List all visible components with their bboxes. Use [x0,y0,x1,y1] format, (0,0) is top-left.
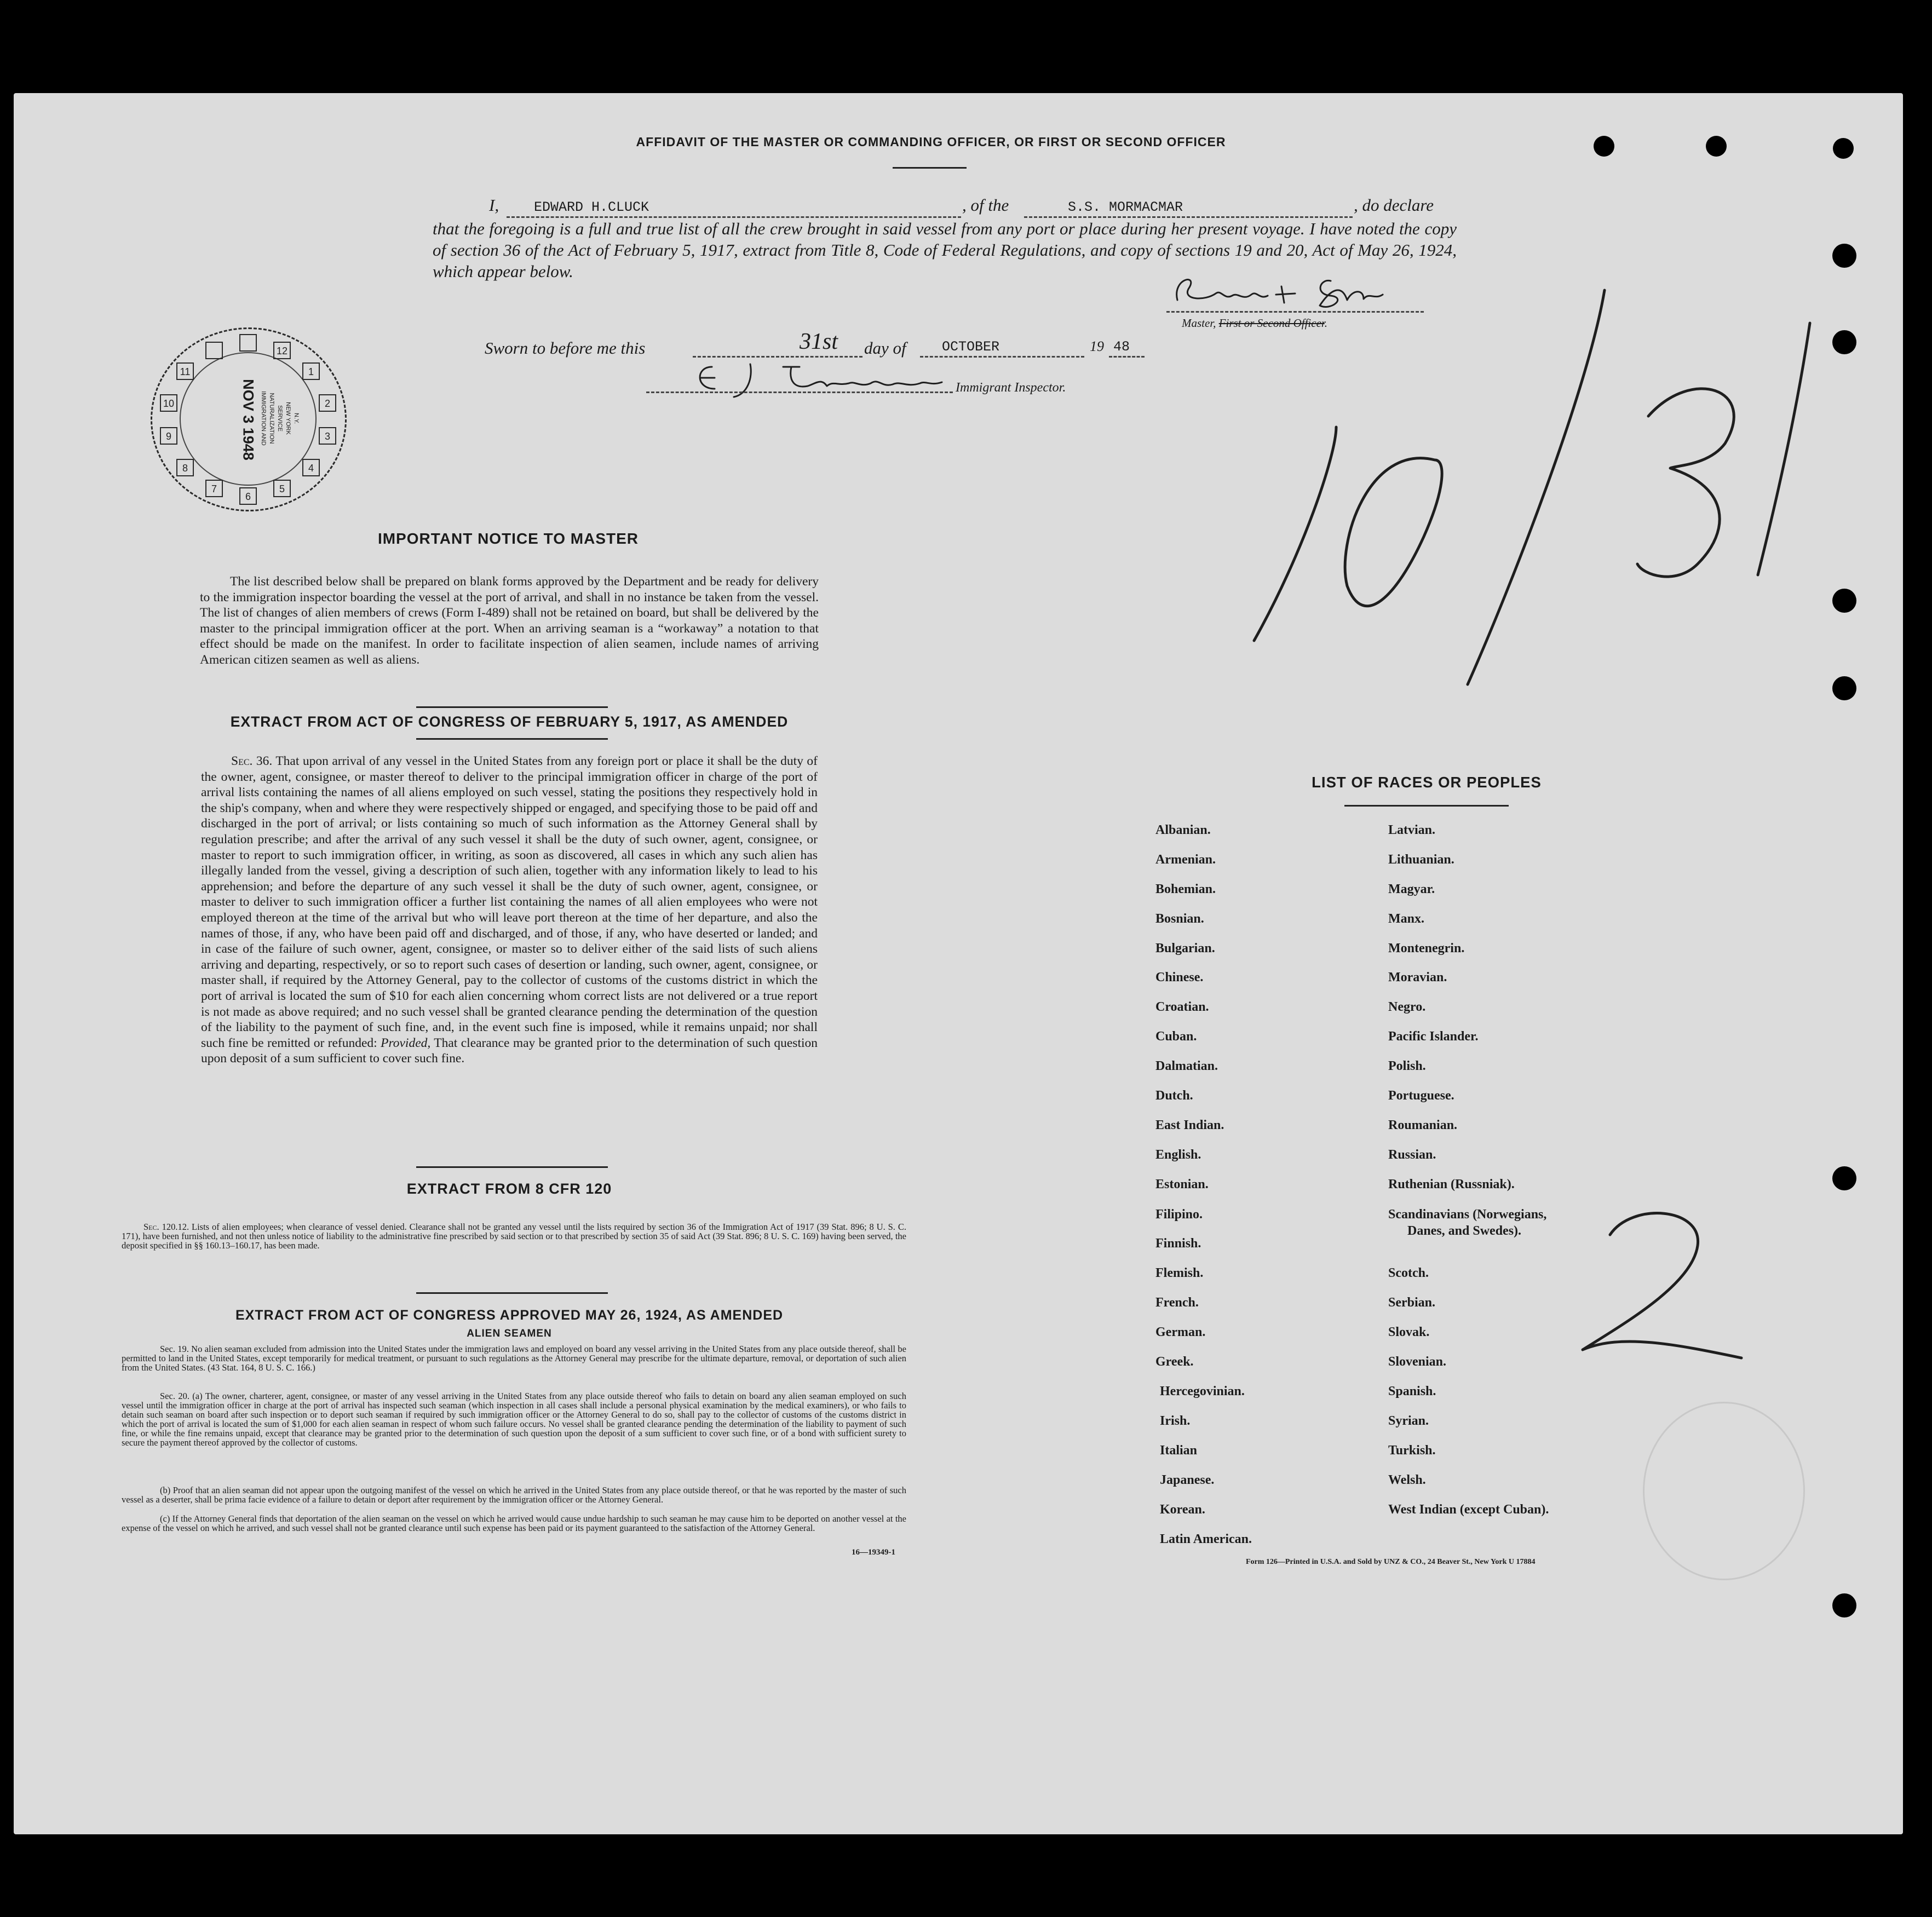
stamp-ring-number: 9 [165,431,172,442]
race-item: Filipino. [1155,1207,1203,1222]
sworn-day: 31st [800,329,838,354]
stamp-line2: NATURALIZATION [268,393,275,444]
extract-1917-title: EXTRACT FROM ACT OF CONGRESS OF FEBRUARY 5, 1917, AS AMENDED [230,713,789,730]
race-item: Hercegovinian. [1160,1384,1245,1398]
notice-title: IMPORTANT NOTICE TO MASTER [377,530,639,547]
race-item: Flemish. [1155,1266,1204,1280]
race-item: Moravian. [1388,970,1447,985]
race-item: German. [1155,1325,1206,1339]
vessel-name: S.S. MORMACMAR [1068,199,1183,215]
race-item: Dutch. [1155,1089,1193,1103]
divider-1917-bottom [416,738,608,740]
race-item: Polish. [1388,1059,1426,1073]
stamp-ring-number: 11 [180,366,191,377]
punch-hole [1833,138,1854,159]
race-item: Slovenian. [1388,1355,1447,1369]
race-item: East Indian. [1155,1118,1224,1132]
master-caption-struck: First or Second Officer [1218,316,1325,330]
race-item: Bosnian. [1155,912,1204,926]
race-item: Dalmatian. [1155,1059,1218,1073]
day-of-label: day of [864,338,906,358]
extract-1924-title: EXTRACT FROM ACT OF CONGRESS APPROVED MAY 26, 1924, AS AMENDED [235,1308,784,1323]
punch-hole [1832,1593,1856,1617]
year-field [1109,334,1145,358]
affidavit-title-rule [893,167,967,169]
officer-name: EDWARD H.CLUCK [534,199,649,215]
stamp-ring-number: 5 [279,483,285,494]
punch-hole [1832,676,1856,700]
stamp-ring-number: 2 [324,398,331,409]
extract-1924-subtitle: ALIEN SEAMEN [467,1328,552,1339]
divider-cfr-top [416,1166,608,1168]
stamp-ring-number: 1 [308,366,314,377]
extract-1917-body: That upon arrival of any vessel in the United States from any foreign port or place it shall be the duty of the owner, agent, consignee, or master thereof to deliver to the principal immigration officer in charge of the port of arrival lists containing the names of all aliens employed on such vessel, stating the positions they respectively hold in the ship's company, when and where they were respectively shipped or engaged, and specifying those to be paid off and discharged in the port of arrival; or lists containing so much of such information as the Attorney General shall by regulation prescribe; and after the arrival of any such vessel it shall be the duty of such owner, agent, consignee, or master to report to such immigration officer, in writing, as soon as discovered, all cases in which any such alien has illegally landed from the vessel, giving a description of such alien, together with any information likely to lead to his apprehension; and before the departure of any such vessel it shall be the duty of such owner, agent, consignee, or master to deliver to such immigration officer a further list containing the names of all alien employees who were not employed thereon at the time of the arrival but who will leave port thereon at the time of her departure, and also the names of those, if any, who have been paid off and discharged, and of those, if any, who have deserted or landed; and in case of the failure of such owner, agent, consignee, or master so to deliver either of the said lists of such aliens arriving and departing, respectively, or so to report such cases of desertion or landing, such owner, agent, consignee, or master shall, if required by the Attorney General, pay to the collector of customs of the customs district in which the port of arrival is located the sum of $10 for each alien concerning whom correct lists are not delivered or a true report is not made as above required; and no such vessel shall be granted clearance pending the determination of the question of the liability to the payment of such fine, and, in the event such fine is imposed, while it remains unpaid; nor shall such fine be remitted or refunded: [201,754,818,1050]
race-item: Scotch. [1388,1266,1429,1280]
race-item: Roumanian. [1388,1118,1458,1132]
notice-text: The list described below shall be prepared on blank forms approved by the Department and be ready for delivery to the immigration inspector boarding the vessel at the port of arrival, and shall in no instance be taken from the vessel. The list of changes of alien members of crews (Form I-489) shall not be retained on board, but shall be delivered by the master to the principal immigration officer at the port. When an arriving seaman is a “workaway” a notation to that effect should be made on the manifest. In order to facilitate inspection of alien seamen, include names of arriving American citizen seamen as well as aliens. [200,574,819,667]
race-item: Armenian. [1155,853,1216,867]
master-caption-suffix: . [1324,316,1327,330]
handwritten-date [1205,279,1840,695]
sworn-day-field [693,329,863,358]
race-item: Danes, and Swedes). [1407,1224,1522,1238]
race-item: Italian [1160,1443,1198,1458]
extract-1917-sec-label: Sec. 36. [231,754,273,768]
race-item: English. [1155,1148,1201,1162]
stamp-ring-marks [152,329,345,510]
extract-1917-provided: Provided, [381,1035,431,1050]
punch-hole [1832,330,1856,354]
affidavit-title: AFFIDAVIT OF THE MASTER OR COMMANDING OFFICER, OR FIRST OR SECOND OFFICER [636,135,1226,149]
handwritten-page-number [1561,1202,1758,1366]
extract-cfr-title: EXTRACT FROM 8 CFR 120 [406,1181,612,1197]
sworn-label: Sworn to before me this [485,338,646,358]
stamp-ring-number: 8 [182,463,188,474]
race-item: Japanese. [1160,1473,1215,1487]
extract-1924-sec20c: (c) If the Attorney General finds that deportation of the alien seaman on the vessel on which he arrived would cause undue hardship to such seaman he may cause him to be deported on another vessel at the expense of the vessel on which he arrived, and such vessel shall not be granted clearance until such expense has been paid or its payment guaranteed to the satisfaction of the Attorney General. [122,1513,906,1533]
race-item: Ruthenian (Russniak). [1388,1177,1515,1191]
punch-hole [1594,136,1614,157]
race-item: Bulgarian. [1155,941,1215,955]
stamp-ring-number: 10 [163,398,175,409]
stamp-ring-number: 6 [245,491,251,502]
race-item: Syrian. [1388,1414,1429,1428]
stamp-date: NOV 3 1948 [240,379,257,460]
year-prefix: 19 [1090,338,1104,354]
immigration-date-stamp [151,327,347,511]
race-item: Estonian. [1155,1177,1209,1191]
inspector-signature-line [646,372,953,393]
race-item: French. [1155,1296,1199,1310]
officer-name-field [507,194,961,218]
race-item: Korean. [1160,1502,1205,1517]
races-title-rule [1344,805,1509,807]
stamp-line4: NEW YORK [285,402,291,435]
race-item: Portuguese. [1388,1089,1454,1103]
race-item: Pacific Islander. [1388,1029,1479,1044]
race-item: Greek. [1155,1355,1194,1369]
extract-1924-sec19: Sec. 19. No alien seaman excluded from admission into the United States under the immigration laws and employed on board any vessel arriving in the United States from any place outside thereof, shall be permitted to land in the United States, except temporarily for medical treatment, or pursuant to such regulations as the Attorney General may prescribe for the ultimate departure, removal, or deportation of such alien from the United States. (43 Stat. 164, 8 U. S. C. 166.) [122,1344,906,1373]
of-the-label: , of the [962,195,1009,215]
race-item: West Indian (except Cuban). [1388,1502,1549,1517]
i-label: I, [489,195,499,215]
extract-1917-text [201,753,818,1067]
punch-hole [1832,244,1856,268]
race-item: Croatian. [1155,1000,1209,1014]
stamp-line1: IMMIGRATION AND [260,391,267,446]
vessel-name-field [1024,194,1353,218]
extract-1917-end: That clearance may be granted prior to the determination of such question upon deposit of a sum sufficient to cover such fine. [201,1035,818,1066]
race-item: Serbian. [1388,1296,1436,1310]
do-declare-label: , do declare [1354,195,1434,215]
race-item: Finnish. [1155,1236,1201,1251]
inspector-caption: Immigrant Inspector. [956,381,1066,395]
punch-hole [1832,589,1856,613]
race-item: Irish. [1160,1414,1191,1428]
sworn-month-field [920,334,1084,358]
races-title: LIST OF RACES OR PEOPLES [1312,774,1542,791]
form-code: 16—19349-1 [852,1548,895,1557]
race-item: Latin American. [1160,1532,1252,1546]
race-item: Scandinavians (Norwegians, [1388,1207,1547,1222]
extract-cfr-text [122,1222,906,1250]
stamp-ring-number: 4 [308,463,314,474]
race-item: Montenegrin. [1388,941,1465,955]
race-item: Negro. [1388,1000,1426,1014]
race-item: Manx. [1388,912,1424,926]
master-caption-prefix: Master, [1182,316,1219,330]
divider-1924-top [416,1292,608,1294]
stamp-line5: N.Y. [293,413,300,424]
affidavit-text: that the foregoing is a full and true list of all the crew brought in said vessel from any port or place during her present voyage. I have noted the copy of section 36 of the Act of February 5, 1917, extract from Title 8, Code of Federal Regulations, and copy of sections 19 and 20, Act of May 26, 1924, which appear below. [433,219,1457,281]
punch-hole [1832,1166,1856,1190]
stamp-ring-number: 12 [276,346,288,356]
race-item: Cuban. [1155,1029,1197,1044]
race-item: Latvian. [1388,823,1436,837]
stamp-line3: SERVICE [277,405,283,432]
race-item: Albanian. [1155,823,1211,837]
race-item: Spanish. [1388,1384,1436,1398]
embossed-seal [1643,1402,1805,1580]
race-item: Chinese. [1155,970,1204,985]
punch-hole [1706,136,1727,157]
extract-1924-sec20b: (b) Proof that an alien seaman did not appear upon the outgoing manifest of the vessel on which he arrived in the United States from any place outside thereof, or that he was reported by the master of such vessel as a deserter, shall be prima facie evidence of a failure to detain or deport after requirement by the immigration officer or the Attorney General. [122,1485,906,1505]
year-suffix: 48 [1113,339,1130,355]
extract-cfr-body: Lists of alien employees; when clearance of vessel denied. Clearance shall not be granted any vessel until the lists required by section 36 of the Immigration Act of 1917 (39 Stat. 896; 8 U. S. C. 171), have been furnished, and not then unless notice of liability to the administrative fine prescribed by said section or to that prescribed by section 35 of said Act (39 Stat. 896; 8 U. S. C. 169) having been served, the deposit specified in §§ 160.13–160.17, has been made. [122,1222,906,1251]
race-item: Lithuanian. [1388,853,1454,867]
race-item: Welsh. [1388,1473,1426,1487]
race-item: Magyar. [1388,882,1435,896]
race-item: Turkish. [1388,1443,1436,1458]
form-printer-note: Form 126—Printed in U.S.A. and Sold by UNZ & CO., 24 Beaver St., New York U 17884 [1246,1558,1536,1566]
sworn-month: OCTOBER [942,339,1000,355]
stamp-ring-number: 7 [211,483,217,494]
divider-1917-top [416,706,608,708]
race-item: Russian. [1388,1148,1436,1162]
extract-1924-sec20a: Sec. 20. (a) The owner, charterer, agent, consignee, or master of any vessel arriving in the United States from any place outside thereof who fails to detain on board any alien seaman employed on such vessel until the immigration officer in charge at the port of arrival has inspected such seaman (which inspection in all cases shall include a personal physical examination by the medical examiners), or who fails to detain such seaman on board after such inspection or to deport such seaman if required by such immigration officer or the Attorney General to do so, shall pay to the collector of customs of the customs district in which the port of arrival is located the sum of $1,000 for each alien seaman in respect of whom such failure occurs. No vessel shall be granted clearance pending the determination of the liability to payment of such fine, or while the fine remains unpaid, except that clearance may be granted prior to the determination of such question upon the deposit of a sum sufficient to cover such fine, or of a bond with sufficient surety to secure the payment thereof approved by the collector of customs. [122,1391,906,1448]
race-item: Bohemian. [1155,882,1216,896]
stamp-ring-number: 3 [324,431,331,442]
extract-cfr-sec-label: Sec. 120.12. [143,1222,189,1232]
race-item: Slovak. [1388,1325,1430,1339]
